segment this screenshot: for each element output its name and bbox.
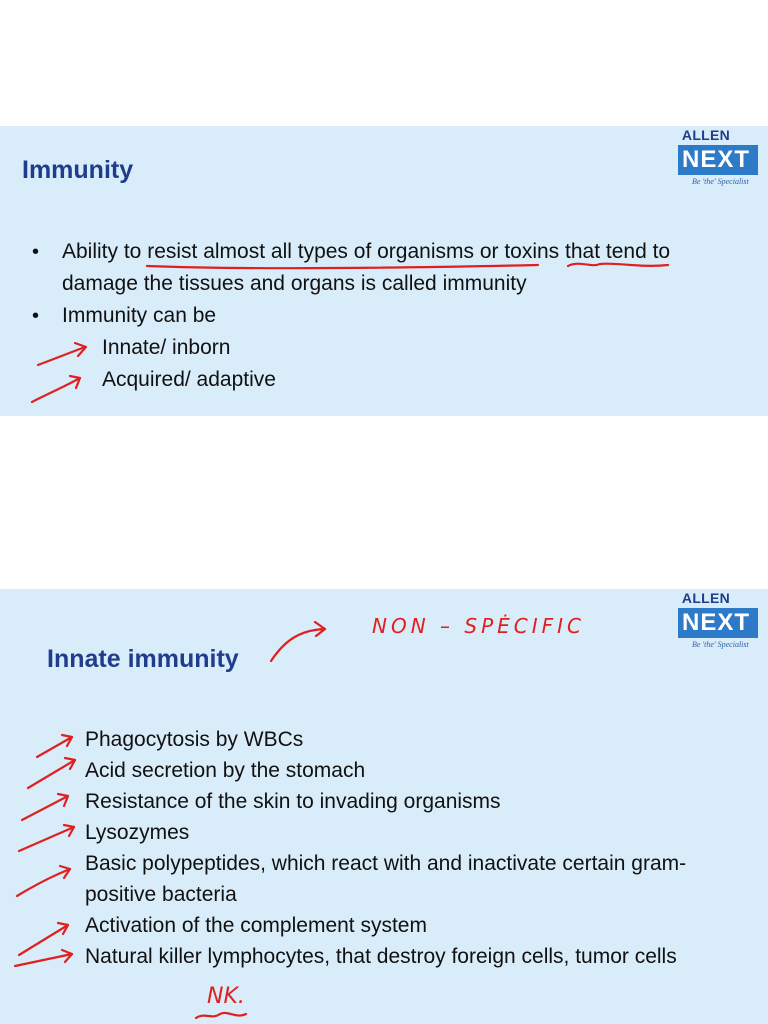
bullet-item xyxy=(22,236,742,300)
logo-brand: ALLEN xyxy=(681,127,731,143)
list-item: Resistance of the skin to invading organisms xyxy=(85,790,501,813)
slide-title: Immunity xyxy=(22,156,134,184)
list-item: Acid secretion by the stomach xyxy=(85,759,366,782)
bullet-text: Immunity can be xyxy=(62,304,217,327)
slide-body xyxy=(85,724,745,972)
bullet-dot-icon: • xyxy=(32,305,40,327)
list-item: Natural killer lymphocytes, that destroy foreign cells, tumor cells xyxy=(85,945,677,968)
handwritten-annotation: NK. xyxy=(207,984,245,1009)
allen-next-logo xyxy=(678,590,764,650)
logo-brand: ALLEN xyxy=(681,590,731,606)
logo-product: NEXT xyxy=(678,608,758,638)
logo-product: NEXT xyxy=(678,145,758,175)
handwritten-annotation: NON – SPĖCIFIC xyxy=(372,614,586,638)
list-item: Basic polypeptides, which react with and inactivate certain gram-positive bacteria xyxy=(85,852,687,906)
slide-body xyxy=(22,236,742,396)
sub-item: Innate/ inborn xyxy=(102,336,231,359)
bullet-dot-icon: • xyxy=(32,241,40,263)
list-item: Activation of the complement system xyxy=(85,914,427,937)
allen-next-logo xyxy=(678,127,764,187)
slide-title: Innate immunity xyxy=(47,645,239,673)
slide-innate-immunity xyxy=(0,589,768,1024)
bullet-item xyxy=(22,300,742,332)
list-item: Phagocytosis by WBCs xyxy=(85,728,304,751)
logo-tagline: Be 'the' Specialist xyxy=(692,177,749,186)
logo-tagline: Be 'the' Specialist xyxy=(692,640,749,649)
list-item: Lysozymes xyxy=(85,821,190,844)
bullet-text: Ability to resist almost all types of organisms or toxins that tend to damage the tissues and organs is called immunity xyxy=(62,240,671,295)
slide-immunity xyxy=(0,126,768,416)
sub-item: Acquired/ adaptive xyxy=(102,368,276,391)
